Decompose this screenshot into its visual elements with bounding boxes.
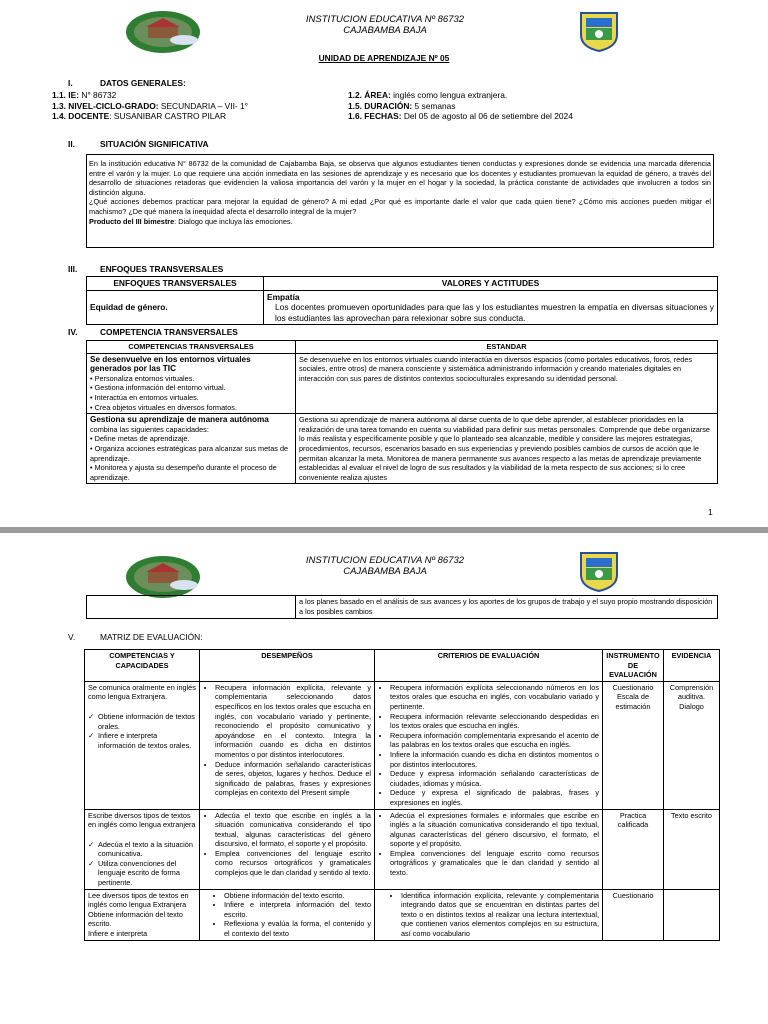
crest-logo (577, 9, 621, 53)
institution-header (260, 14, 510, 36)
competencias-col-header: COMPETENCIAS TRANSVERSALES (87, 341, 296, 354)
document-page-2 (0, 533, 768, 1024)
section-number-5: V. (68, 632, 76, 642)
capacidad-item: Obtiene información del texto escrito. (88, 909, 183, 929)
criterio-item: • Recupera información relevante seleccionando despedidas en los textos orales que escucha en inglés. (390, 712, 599, 731)
situacion-product: Producto del III bimestre: Dialogo que incluya las emociones. (89, 216, 293, 226)
instrumento-cell: Practica calificada (603, 809, 664, 889)
section-number-3: III. (68, 264, 78, 274)
criterio-item: • Infiere la información cuando es dicha en distintos momentos o por distintos interlocutores. (390, 750, 599, 769)
school-logo (124, 10, 202, 54)
criterios-cell (375, 889, 603, 940)
enfoques-table (86, 276, 718, 325)
tic-capacidad-item: • Gestiona información del entorno virtual. (90, 383, 226, 393)
institution-name: INSTITUCION EDUCATIVA Nº 86732 (305, 555, 465, 566)
instrumento-cell: Cuestionario (603, 889, 664, 940)
evidencia-cell: Texto escrito (664, 809, 720, 889)
valores-cell (264, 290, 718, 325)
desempeno-item: • Emplea convenciones del lenguaje escrito como recursos ortográficos y gramaticales complejos que le dan claridad y sentido al texto. (215, 849, 371, 878)
desempenos-cell (200, 889, 375, 940)
capacidad-item: ✓ Adecúa el texto a la situación comunicativa. (98, 840, 196, 859)
matriz-col-criterios: CRITERIOS DE EVALUACIÓN (375, 650, 603, 682)
criterio-item: • Adecúa el expresiones formales e informales que escribe en inglés a la situación comunicativa considerando el tipo textual, algunas características del género discursivo, el formato, el soporte y el propósito. (390, 811, 599, 849)
criterio-item: • Identifica información explícita, relevante y complementaria integrando datos que se encuentran en distintas partes del texto o en distintos textos al realizar una lectura intertextual, que contienen varios elementos complejos en su estructura, así como vocabulario (401, 891, 599, 939)
capacidad-item: Infiere e interpreta (88, 929, 148, 939)
competencias-table (86, 340, 718, 484)
criterio-item: • Deduce y expresa información señalando características de ciudades, idiomas y música. (390, 769, 599, 788)
situacion-paragraph: En la institución educativa N° 86732 de la comunidad de Cajabamba Baja, se observa que algunos estudiantes tienen conductas y expresiones donde se evidencia una marcada diferencia entre el varón y la mujer. Lo que requiere una acción inmediata en las sesiones de aprendizaje y es necesario que los docentes y estudiantes promuevan la equidad de género, a través del desarrollo de situaciones retadoras que evidencien la valiosa importancia del varón y la mujer en el hogar y la sociedad, la práctica constante de actividades que involucren a todos sin distinción alguna. (89, 159, 711, 197)
section-heading-enfoques: ENFOQUES TRANSVERSALES (100, 264, 224, 274)
table-row (85, 681, 720, 809)
desempeno-item: • Obtiene información del texto escrito. (224, 891, 371, 901)
section-heading-datos: DATOS GENERALES: (100, 78, 186, 88)
desempeno-item: • Recupera información explícita, relevante y complementaria seleccionando datos específicos en los textos orales que escucha en inglés, con vocabulario variado y pertinente, reconociendo el propósito comunicativo y apoyándose en el contexto. Integra la información cuando es dicha en distintos momentos o por distintos interlocutores. (215, 683, 371, 760)
criterio-item: • Emplea convenciones del lenguaje escrito como recursos ortográficos y gramaticales que le dan claridad y sentido al texto. (390, 849, 599, 878)
section-heading-situacion: SITUACIÓN SIGNIFICATIVA (100, 139, 209, 149)
situacion-questions: ¿Qué acciones debemos practicar para mejorar la equidad de género? A mi edad ¿Por qué es importante darle el valor que cada quien tiene? ¿Cómo mis acciones pueden mitigar el machismo? ¿De qué manera la inequidad afecta el desarrollo integral de la mujer? (89, 197, 711, 216)
estandar-continued-cell: a los planes basado en el análisis de sus avances y los aportes de los grupos de trabajo y el suyo propio mostrando disposición a los posibles cambios (296, 596, 718, 619)
matriz-col-evidencia: EVIDENCIA (664, 650, 720, 682)
tic-capacidad-item: • Crea objetos virtuales en diversos formatos. (90, 402, 237, 412)
continued-empty-cell (87, 596, 296, 619)
competencia-cell: Lee diversos tipos de textos en inglés como lengua Extranjera Obtiene información del texto escrito. Infiere e interpreta (85, 889, 200, 940)
autonoma-capacidad-item: • Organiza acciones estratégicas para alcanzar sus metas de aprendizaje. (90, 443, 289, 463)
capacidad-item: ✓ Obtiene información de textos orales. (98, 712, 196, 731)
section-heading-competencias: COMPETENCIA TRANSVERSALES (100, 327, 238, 337)
competencia-tic-cell (87, 353, 296, 414)
section-number-1: I. (68, 78, 73, 88)
field-ie: 1.1. IE: N° 86732 (52, 90, 117, 100)
institution-name: INSTITUCION EDUCATIVA Nº 86732 (305, 14, 465, 25)
desempenos-cell (200, 809, 375, 889)
tic-capacidad-item: • Interactúa en entornos virtuales. (90, 392, 199, 402)
desempeno-item: • Deduce información señalando características de seres, objetos, lugares y hechos. Deduce el significado de palabras, frases y expresiones complejas en contexto del Present simple (215, 760, 371, 798)
estandar-tic-cell: Se desenvuelve en los entornos virtuales cuando interactúa en diversos espacios (como portales educativos, foros, redes sociales, entre otros) de manera consciente y sistemática administrando información y creando materiales digitales en interacción con sus pares de distintos contextos socioculturales expresando su identidad personal. (296, 353, 718, 414)
capacidad-item: ✓ Infiere e interpreta información de textos orales. (98, 731, 196, 750)
section-heading-matriz: MATRIZ DE EVALUACIÓN: (100, 632, 203, 642)
criterio-item: • Deduce y expresa el significado de palabras, frases y expresiones en inglés. (390, 788, 599, 807)
evidencia-cell: Comprensión auditiva. Dialogo (664, 681, 720, 809)
section-number-4: IV. (68, 327, 78, 337)
estandar-autonoma-cell: Gestiona su aprendizaje de manera autónoma al darse cuenta de lo que debe aprender, al establecer prioridades en la realización de una tarea tomando en cuenta su viabilidad para definir sus metas personales. Comprende que debe organizarse lo más realista y específicamente posible y que lo planteado sea alcanzable, medible y considere las mejores estrategias, procedimientos, recursos, escenarios basado en sus experiencias y previendo posibles cambios de cursos de acción que le permitan alcanzar la meta. Monitorea de manera permanente sus avances respecto a las metas de aprendizaje previamente establecidas al evaluar el nivel de logro de sus resultados y la viabilidad de la meta respecto de sus acciones; si lo cree conveniente realiza ajustes (296, 414, 718, 484)
crest-logo (577, 549, 621, 593)
criterio-item: • Recupera información complementaria expresando el acento de las palabras en los textos orales que escucha en inglés. (390, 731, 599, 750)
criterios-cell (375, 809, 603, 889)
general-right (348, 90, 573, 122)
field-fechas: 1.6. FECHAS: Del 05 de agosto al 06 de setiembre del 2024 (348, 111, 573, 122)
competencia-cell: Escribe diversos tipos de textos en inglés como lengua extranjera ✓ Adecúa el texto a la situación comunicativa. ✓ Utiliza convenciones del lenguaje escrito de forma pertinente. (85, 809, 200, 889)
evidencia-cell (664, 889, 720, 940)
general-left (52, 90, 248, 122)
estandar-col-header: ESTANDAR (296, 341, 718, 354)
enfoques-col-header: ENFOQUES TRANSVERSALES (87, 277, 264, 291)
table-row (85, 809, 720, 889)
unit-title: UNIDAD DE APRENDIZAJE Nº 05 (318, 53, 450, 63)
actitud-text: Los docentes promueven oportunidades para que las y los estudiantes muestren la empatía en diversas situaciones y los estudiantes las aprovechan para relexionar sobre sus conducta. (275, 302, 714, 323)
matriz-col-instrumento: INSTRUMENTO DE EVALUACIÓN (603, 650, 664, 682)
table-row (85, 889, 720, 940)
institution-place: CAJABAMBA BAJA (343, 25, 427, 36)
desempeno-item: • Infiere e interpreta información del texto escrito. (224, 900, 371, 919)
desempeno-item: • Reflexiona y evalúa la forma, el contenido y el contexto del texto (224, 919, 371, 938)
matriz-table (84, 649, 720, 941)
field-area: 1.2. ÁREA: inglés como lengua extranjera. (348, 90, 508, 100)
school-logo (124, 555, 202, 599)
desempenos-cell (200, 681, 375, 809)
institution-place: CAJABAMBA BAJA (343, 566, 427, 577)
competencia-autonoma-intro: combina las siguientes capacidades: (90, 424, 209, 434)
capacidad-item: ✓ Utiliza convenciones del lenguaje escrito de forma pertinente. (98, 859, 196, 888)
matriz-col-competencias: COMPETENCIAS Y CAPACIDADES (85, 650, 200, 682)
section-number-2: II. (68, 139, 75, 149)
competencias-table-continued (86, 595, 718, 619)
desempeno-item: • Adecúa el texto que escribe en inglés a la situación comunicativa considerando el tipo textual, algunas características del género discursivo, el formato, el soporte y el propósito. (215, 811, 371, 849)
field-nivel: 1.3. NIVEL-CICLO-GRADO: SECUNDARIA – VII- 1° (52, 100, 249, 111)
competencia-autonoma-cell (87, 414, 296, 484)
field-duracion: 1.5. DURACIÓN: 5 semanas (348, 100, 456, 111)
page-number: 1 (708, 507, 713, 517)
criterios-cell (375, 681, 603, 809)
competencia-autonoma-title: Gestiona su aprendizaje de manera autónoma (90, 415, 269, 425)
competencia-tic-title: Se desenvuelve en los entornos virtuales generados por las TIC (90, 354, 251, 374)
autonoma-capacidad-item: • Monitorea y ajusta su desempeño durante el proceso de aprendizaje. (90, 463, 277, 482)
tic-capacidad-item: • Personaliza entornos virtuales. (90, 373, 195, 383)
field-docente: 1.4. DOCENTE: SUSANIBAR CASTRO PILAR (52, 111, 227, 122)
valores-col-header: VALORES Y ACTITUDES (264, 277, 718, 291)
matriz-col-desempenos: DESEMPEÑOS (200, 650, 375, 682)
instrumento-cell: Cuestionario Escala de estimación (603, 681, 664, 809)
institution-header (260, 555, 510, 577)
enfoque-cell: Equidad de género. (87, 290, 264, 325)
autonoma-capacidad-item: • Define metas de aprendizaje. (90, 434, 190, 444)
situacion-box (86, 154, 714, 248)
valor-name: Empatía (267, 291, 300, 302)
competencia-cell: Se comunica oralmente en inglés como lengua Extranjera. ✓ Obtiene información de textos orales. ✓ Infiere e interpreta información de textos orales. (85, 681, 200, 809)
criterio-item: • Recupera información explícita seleccionando números en los textos orales que escucha en inglés, con vocabulario variado y pertinente. (390, 683, 599, 712)
